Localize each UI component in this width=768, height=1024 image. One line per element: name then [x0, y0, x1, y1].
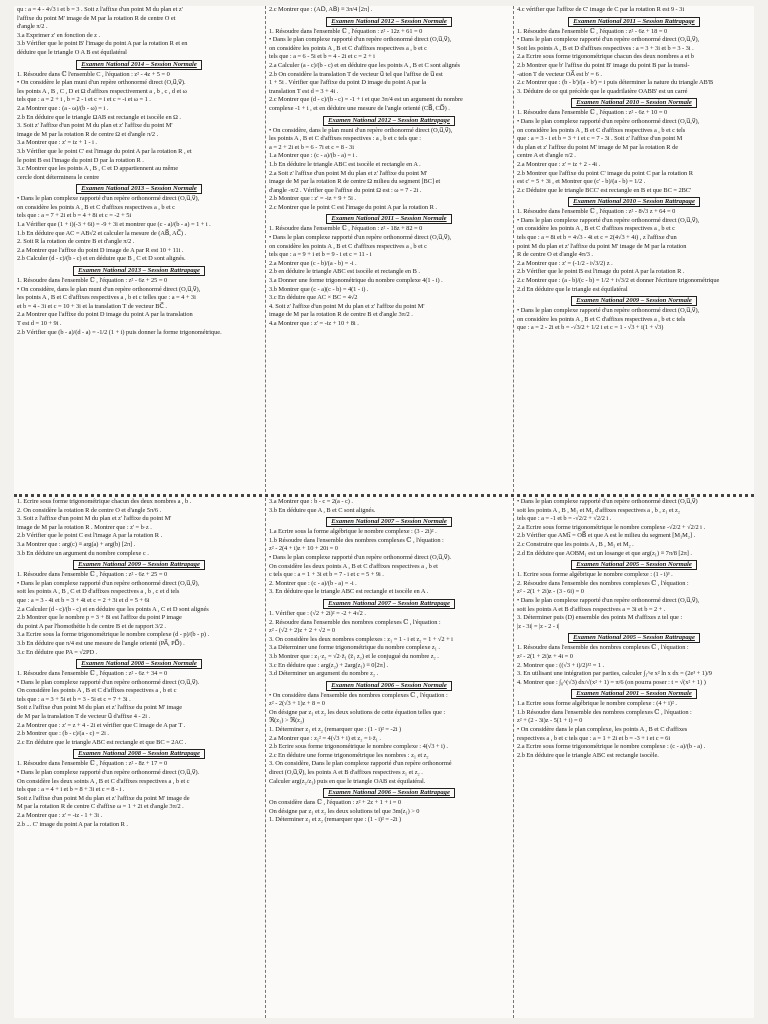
exercise-line: on considère les points A , B et C d'affixes respectives a , b et c tels	[517, 126, 686, 134]
exercise-line: 2.a Montrer que l'affixe du point D image de A par R est 10 + 11i .	[17, 246, 184, 254]
exercise-line: • Dans le plan complexe rapporté d'un repère orthonormé direct (O,u⃗,v⃗),	[517, 596, 700, 604]
section-banner: Examen National 2006 – Session Rattrapage	[323, 788, 455, 798]
exercise-line: z² + (2 - 3i)z - 5(1 + i) = 0	[517, 717, 583, 725]
bottom-column-3	[514, 498, 754, 1018]
exercise-line: 3. On considère les deux nombres complexes : z₁ = 1 - i et z₂ = 1 + √2 + i	[269, 635, 453, 643]
top-panel	[14, 6, 754, 492]
section-banner: Examen National 2005 – Session Normale	[571, 560, 697, 570]
exercise-line: 1. Déterminer z₁ et z₂ (remarquer que : (1 - i)² = -2i )	[269, 726, 402, 734]
exercise-line: 3.b Montrer que (c - a)(c - b) = 4(1 - i) .	[269, 285, 369, 293]
exercise-line: 2. Résoudre dans l'ensemble des nombres complexes ℂ , l'équation :	[517, 579, 689, 587]
exercise-line: on considère les points A , B et C d'affixes respectives a , b et c	[269, 242, 427, 250]
exercise-line: 2.c Montrer que (d - c)/(b - c) = -1 + i et que 3π/4 est un argument du nombre	[269, 96, 463, 104]
exercise-line: 2.b Vérifier que le point B est l'image du point A par la rotation R .	[517, 268, 685, 276]
exercise-line: 3.b Vérifier que le point C' est l'image du point A par la rotation R , et	[17, 147, 192, 155]
exercise-line: M par la rotation R de centre C d'affixe ω = 1 + 2i et d'angle 3π/2 .	[17, 803, 184, 811]
exercise-line: direct (O,u⃗,v⃗), les points A et B d'affixes respectives z₁ et z₂ .	[269, 769, 423, 777]
exercise-line: on considère les points A , B et C d'affixes respectives a , b et c	[517, 225, 675, 233]
exercise-line: soit les points A , B , M₁ et M₂ d'affixes respectives a , b , z₁ et z₂	[517, 506, 680, 514]
exercise-line: image de M par la rotation R . Montrer que : z' = b·z .	[17, 523, 152, 531]
exercise-line: 1. Résoudre dans l'ensemble ℂ , l'équation : z² - 8z + 17 = 0	[17, 760, 168, 768]
exercise-line: 2.b Montrer que : (b - c)/(a - c) = 2i .	[17, 730, 109, 738]
bottom-panel	[14, 498, 754, 1018]
exercise-line: 3. Soit z l'affixe d'un point M du plan et z' l'affixe du point M'	[17, 515, 172, 523]
exercise-line: • Dans le plan complexe rapporté d'un repère orthonormé direct (O,u⃗,v⃗)	[517, 498, 698, 505]
exercise-line: 1.b Résoudre dans l'ensemble des nombres complexes ℂ , l'équation :	[517, 708, 692, 716]
exercise-line: tels que : a = 8i et b = 4√3 - 4i et c = 2(4√3 + 4i) , z l'affixe d'un	[517, 234, 677, 242]
section-banner: Examen National 2009 – Session Normale	[571, 296, 697, 306]
exercise-line: 3.c En déduire que AC × BC = 4√2	[269, 294, 358, 302]
exercise-line: image de M par la rotation R de centre Ω et d'angle π/2 .	[17, 130, 159, 138]
exercise-line: Soit les points A , B et D d'affixes respectives : a = 3 + 3i et b = 3 - 3i .	[517, 44, 694, 52]
exercise-line: 2.a Montrer que : z₁² = 4(√3 + i) et z₂ = i·z̄₁ .	[269, 734, 381, 742]
exercise-line: 1. Résoudre dans l'ensemble ℂ , l'équation : z² - 8√3 z + 64 = 0	[517, 208, 676, 216]
exercise-line: les points A , B et C d'affixes respectives : a , b et c tels que :	[269, 135, 421, 143]
exercise-line: 1.a Montrer que : (c - a)/(b - a) = i .	[269, 152, 358, 160]
exercise-line: tels que : a = 9 + i et b = 9 - i et c = 11 - i	[269, 251, 372, 259]
exercise-line: 3.a Déterminer une forme trigonométrique du nombre complexe z₁ .	[269, 644, 440, 652]
exercise-line: 2.b Montrer que b' l'affixe du point B' image du point B par la transl-	[517, 61, 690, 69]
section-banner: Examen National 2013 – Session Normale	[76, 184, 202, 194]
exercise-line: tels que : a = 3 + 5i et b = 3 - 5i et c = 7 + 3i .	[17, 695, 131, 703]
exercise-line: • On considère le plan muni d'un repère orthonormé direct (O,u⃗,v⃗).	[17, 79, 186, 87]
exercise-line: 2.b Montrer que : z' = -iz + 9 + 5i .	[269, 195, 356, 203]
exercise-line: 2.b Vérifier que AM₁⃗ = OB⃗ et que A est le milieu du segment [M₁M₂] .	[517, 532, 696, 540]
exercise-line: On considère les deux soints A , B et C d'affixes respectives a , b et c	[17, 777, 190, 785]
exercise-line: 1. Résoudre dans ℂ l'ensemble C , l'équation : z² - 4z + 5 = 0	[17, 70, 170, 78]
exercise-line: 2.c En déduire que le triangle ABC est rectangle et que BC = 2AC .	[17, 738, 187, 746]
exercise-line: • Dans le plan complexe rapporté d'un repère orthonormé direct (O,u⃗,v⃗).	[269, 553, 452, 561]
exercise-line: et b = 4 - 3i et c = 10 + 3i et la translation T de vecteur BC⃗ .	[17, 302, 167, 310]
exercise-line: z² - 2(4 + i)z + 10 + 20i = 0	[269, 545, 338, 553]
exercise-line: On désigne par z₁ et z₂ les deux solutions tel que 3m(z₁) > 0	[269, 807, 420, 815]
exercise-line: • On considère dans l'ensemble des nombres complexes ℂ , l'équation :	[269, 691, 448, 699]
exercise-line: 2.b En déduire que le triangle ΩAB est rectangle et isocèle en Ω .	[17, 113, 181, 121]
exercise-line: 2.b Montrer que le nombre p = 3 + 8i est l'affixe du point P image	[17, 614, 182, 622]
exercise-line: 2. Soit R la rotation de centre B et d'angle π/2 .	[17, 238, 135, 246]
exercise-line: 1. Déterminer z₁ et z₂ (remarquer que : (1 - i)² = -2i )	[269, 816, 402, 824]
exercise-line: les points A , B et C d'affixes respectives a , b et c telles que : a = 4 + 3i	[17, 294, 196, 302]
exercise-line: 1. Résoudre dans l'ensemble ℂ , l'équation : z² - 6z + 25 = 0	[17, 277, 168, 285]
exercise-line: de M par la translation T de vecteur u⃗ d'affixe 4 - 2i .	[17, 713, 151, 721]
exercise-line: cercle dont déterminera le centre	[17, 173, 100, 181]
bottom-column-1	[14, 498, 264, 1018]
exercise-line: • Dans le plan complexe rapporté d'un repère orthonormé direct (O,u⃗,v⃗),	[517, 216, 700, 224]
exercise-line: 2.a Montrer que (c - b)/(a - b) = -i .	[269, 259, 357, 267]
exercise-line: • On considère, dans le plan muni d'un repère orthonormé direct (O,u⃗,v⃗),	[17, 285, 201, 293]
exercise-line: 2.c Montrer que : (AD⃗, AB⃗) ≡ 3π/4 [2π] .	[269, 6, 373, 13]
exercise-line: que : a = 3 - 4i et b = 3 + 4i et c = 2 + 3i et d = 5 + 6i	[17, 596, 150, 604]
top-column-3	[514, 6, 754, 492]
exercise-line: centre A et d'angle π/2 .	[517, 152, 576, 160]
exercise-line: c tels que : a = 1 + 3i et b = 7 - i et c = 5 + 9i .	[269, 571, 384, 579]
exercise-line: 2.b Ecrire sous forme trigonométrique le nombre complexe : 4(√3 + i) .	[269, 743, 448, 751]
exercise-line: • Dans le plan complexe rapporté d'un repère orthonormé direct (O,u⃗,v⃗).	[17, 678, 200, 686]
exercise-line: 2.c Montrer que : (b - b')/(a - b') = i puis déterminer la nature du triangle AB'B	[517, 79, 714, 87]
exercise-line: tels que : a = 4 + i et b = 8 + 3i et c = 8 - i .	[17, 786, 125, 794]
exercise-line: 3.c En déduire que PA = √2PD .	[17, 648, 98, 656]
exercise-line: 1.a Ecrire sous la forme algébrique le nombre complexe : (3 - 2i)² .	[269, 528, 437, 536]
exercise-line: 3. En utilisant une intégration par parties, calculer ∫₁^e x² ln x dx = (2e³ + 1)/9	[517, 670, 712, 678]
exercise-line: 3. On considère, Dans le plan complexe rapporté d'un repère orthonormé	[269, 760, 452, 768]
section-banner: Examen National 2006 – Session Normale	[326, 681, 452, 691]
exercise-line: du plan et z' l'affixe du point M' image de M par la rotation R de	[517, 143, 679, 151]
exercise-line: du point A par l'homothétie h de centre B et de rapport 3/2 .	[17, 622, 166, 630]
exercise-line: On considère dans ℂ , l'équation : z² + 2z + 1 + i = 0	[269, 799, 402, 807]
exercise-line: Calculer arg(z₂/z₁) puis en que le triangle OAB est équilatéral.	[269, 777, 426, 785]
exercise-line: tels que : a = 6 - 5i et b = 4 - 2i et c = 2 + i	[269, 53, 375, 61]
exercise-line: 3.b En déduire que A , B et C sont alignés.	[269, 506, 376, 514]
exercise-line: 3.a Montrer que : b - c = 2(a - c) .	[269, 498, 353, 505]
exercise-line: On désigne par z₁ et z₂ les deux solutions de cette équation telles que :	[269, 708, 446, 716]
exercise-line: translation T est d = 3 + 4i .	[269, 87, 339, 95]
exercise-line: 2.a Ecrire sous forme trigonométrique le nombre complexe -√2/2 + √2/2 i .	[517, 523, 705, 531]
exercise-line: Soit z l'affixe d'un point M du plan et z' l'affixe du point M' image de	[17, 794, 190, 802]
exercise-line: 2.a Calculer (a - c)/(b - c) et en déduire que les points A , B et C sont alignés	[269, 61, 460, 69]
exercise-line: 1. Vérifier que : (√2 + 2i)² = -2 + 4√2 .	[269, 609, 366, 617]
exercise-line: on considère les points A , B et C d'affixes respectives a , b et c	[17, 203, 175, 211]
exercise-line: 1.b En déduire que AC = AB√2 et calculer la mesure de (AB⃗, AC⃗) .	[17, 229, 187, 237]
exercise-line: 3.b En déduire que π/4 est une mesure de l'angle orienté (PA⃗, PD⃗) .	[17, 639, 185, 647]
exercise-line: est c' = 5 + 3i , et Montrer que (c' - b)/(a - b) = 1/2 .	[517, 178, 646, 186]
exercise-line: 1.b Résoudre dans l'ensemble des nombres complexes ℂ , l'équation :	[269, 536, 444, 544]
section-banner: Examen National 2011 – Session Rattrapage	[568, 17, 699, 27]
exam-sheet	[14, 6, 754, 1018]
exercise-line: image de M par la rotation R de centre Ω milieu du segment [BC] et	[269, 178, 441, 186]
exercise-line: 2.a Soit z' l'affixe d'un point M du plan et z' l'affixe du point M'	[269, 169, 428, 177]
exercise-line: les points A , B , C , D et Ω d'affixes respectivement a , b , c , d et ω	[17, 87, 187, 95]
exercise-line: • Dans le plan complexe rapporté d'un repère orthonormé direct (O,u⃗,v⃗),	[517, 117, 700, 125]
exercise-line: 2.b Montrer que l'affixe du point C' image du point C par la rotation R	[517, 169, 693, 177]
section-banner: Examen National 2005 – Session Rattrapage	[568, 633, 700, 643]
exercise-line: • Dans le plan complexe rapporté d'un repère orthonormé direct (O,u⃗,v⃗).	[17, 769, 200, 777]
exercise-line: • Dans le plan complexe rapporté d'un repère orthonormé direct (O,u⃗,v⃗),	[517, 307, 700, 315]
exercise-line: 3. Soit z' l'affixe d'un point M du plan et z' l'affixe du point M'	[17, 122, 173, 130]
exercise-line: z² - (√2 + 2)z + 2 + √2 = 0	[269, 627, 336, 635]
exercise-line: 2.c En déduire une forme trigonométrique les nombres : z₁ et z₂	[269, 751, 429, 759]
exercise-line: tels que : a = 2 + i , b = 2 - i et c = i et c = -i et ω = 1 .	[17, 96, 151, 104]
section-banner: Examen National 2012 – Session Rattrapage	[323, 116, 455, 126]
exercise-line: 3.a Donner une forme trigonométrique du nombre complexe 4(1 - i) .	[269, 277, 443, 285]
section-banner: Examen National 2010 – Session Rattrapage	[568, 197, 700, 207]
exercise-line: déduire que le triangle O A B est équilatéral	[17, 48, 127, 56]
top-column-1	[14, 6, 264, 492]
exercise-line: 2.c Montrer que le point C est l'image du point A par la rotation R .	[269, 203, 437, 211]
exercise-line: 1. Résoudre dans l'ensemble ℂ , l'équation : z² - 6z + 10 = 0	[517, 109, 668, 117]
exercise-line: • Dans le plan complexe rapporté d'un repère orthonormé direct (O,u⃗,v⃗),	[17, 579, 200, 587]
exercise-line: • Dans le plan complexe rapporté d'un repère orthonormé direct (O,u⃗,v⃗),	[17, 195, 200, 203]
exercise-line: 4.c vérifier que l'affixe de C' image de C par la rotation R est 9 - 3i	[517, 6, 685, 13]
exercise-line: R de centre O et d'angle 4π/3 .	[517, 251, 593, 259]
exercise-line: 2.b Calculer (d - c)/(b - c) et en déduire que B , C et D sont alignés.	[17, 255, 186, 263]
exercise-line: On considère les points A , B et C d'affixes respectives a , b et c	[17, 687, 177, 695]
exercise-line: soit les points A et B d'affixes respectives a = 3i et b = 2 + .	[517, 605, 666, 613]
exercise-line: 3.c En déduire que : arg(z₂) + 2arg(z₁) ≡ 0[2π] .	[269, 661, 389, 669]
section-banner: Examen National 2014 – Session Normale	[76, 60, 202, 70]
exercise-line: a = 2 + 2i et b = 6 - 7i et c = 8 - 3i	[269, 143, 354, 151]
top-column-2	[266, 6, 512, 492]
exercise-line: d'angle π/2 .	[17, 23, 48, 31]
exercise-line: 3.a Montrer que : arg(c) ≡ arg(a) + arg(b) [2π] .	[17, 540, 136, 548]
exercise-line: 1.a Ecrire sous forme algébrique le nombre complexe : (4 + i)² .	[517, 700, 677, 708]
exercise-line: que : a = 3 - i et b = 3 + i et c = 7 - 3i . Soit z' l'affixe d'un point M	[517, 135, 683, 143]
section-banner: Examen National 2010 – Session Normale	[571, 98, 697, 108]
exercise-line: 2.d En déduire que le triangle est équilatéral	[517, 285, 628, 293]
exercise-line: 1. Résoudre dans l'ensemble ℂ , l'équation : z² - 6z + 25 = 0	[17, 571, 168, 579]
exercise-line: 2.c Déduire que le triangle BCC' est rectangle en B et que BC = 2BC'	[517, 186, 692, 194]
exercise-line: • Dans le plan complexe rapporté d'un repère orthonormé direct (O,u⃗,v⃗),	[517, 36, 700, 44]
exercise-line: 4. Montrer que : ∫₀^(√3) dx/√(x² + 1) = π/6 (on pourra poser : t = √(x² + 1) )	[517, 678, 706, 686]
section-banner: Examen National 2009 – Session Rattrapage	[73, 560, 205, 570]
exercise-line: qu : a = 4 - 4√3 i et b = 3 . Soit z l'affixe d'un point M du plan et z'	[17, 6, 183, 13]
section-banner: Examen National 2008 – Session Normale	[76, 659, 202, 669]
exercise-line: z² - 2(1 + 2i)z - (3 - 6i) = 0	[517, 588, 584, 596]
exercise-line: image de M par la rotation R de centre B et d'angle 3π/2 .	[269, 311, 413, 319]
exercise-line: 2.c Montrer que : (a - b)/(c - b) = 1/2 + i√3/2 et donner l'écriture trigonométrique	[517, 277, 720, 285]
section-banner: Examen National 2007 – Session Normale	[326, 517, 452, 527]
exercise-line: 2.a Montrer que : z' = iz + 2 - 4i .	[517, 160, 601, 168]
exercise-line: complexe -1 + i , et en déduire une mesure de l'angle orienté (CB⃗, CD⃗) .	[269, 104, 450, 112]
section-banner: Examen National 2001 – Session Normale	[571, 689, 697, 699]
exercise-line: • Dans le plan complexe rapporté d'un repère orthonormé direct (O,u⃗,v⃗),	[269, 36, 452, 44]
exercise-line: |z - 3i| = |z - 2 - i|	[517, 622, 560, 630]
exercise-line: 2.a Calculer (d - c)/(b - c) et en déduire que les points A , C et D sont alignés	[17, 605, 209, 613]
exercise-line: 3. En déduire que le triangle ABC est rectangle et isocèle en A .	[269, 588, 429, 596]
exercise-line: d'angle -π/2 . Vérifier que l'affixe du point Ω est : ω = 7 - 2i .	[269, 186, 422, 194]
exercise-line: On considère les deux points A , B et C d'affixes respectives a , b et	[269, 562, 438, 570]
exercise-line: 1. Résoudre dans l'ensemble ℂ , l'équation : z² - 6z + 34 = 0	[17, 670, 168, 678]
exercise-line: ℜ(z₁) > ℜ(z₂)	[269, 717, 305, 725]
exercise-line: 3.b En déduire un argument du nombre complexe c .	[17, 549, 149, 557]
exercise-line: on considère les points A , B et C d'affixes respectives a , b et c	[269, 44, 427, 52]
exercise-line: 4. Soit z' l'affixe d'un point M du plan et z' l'affixe du point M'	[269, 302, 425, 310]
exercise-line: 3.c Montrer que les points A , B , C et D appartiennent au même	[17, 165, 179, 173]
exercise-line: soit les points A , B , C et D d'affixes respectives a , b , c et d tels	[17, 588, 180, 596]
exercise-line: -ation T de vecteur OA⃗ est b' = 6 .	[517, 70, 602, 78]
exercise-line: 2. On considère la rotation R de centre O et d'angle 5π/6 .	[17, 506, 162, 514]
exercise-line: 3. Déduire de ce qui précède que le quadrilatère OABB' est un carré	[517, 87, 688, 95]
exercise-line: que : a = 2 - 2i et b = -√3/2 + 1/2 i et c = 1 - √3 + i(1 + √3)	[517, 324, 664, 332]
exercise-line: l'affixe du point M' image de M par la rotation R de centre O et	[17, 14, 176, 22]
exercise-line: 2.b ... C' image du point A par la rotation R .	[17, 820, 128, 828]
exercise-line: • On considère dans le plan complexe, les points A , B et C d'affixes	[517, 726, 688, 734]
exercise-line: on considère les points A , B et C d'affixes respectives a , b et c tels	[517, 315, 686, 323]
exercise-line: 2. Montrer que : ((√3 + i)/2)¹² = 1 .	[517, 661, 605, 669]
exercise-line: 3.d Déterminer un argument du nombre z₂ .	[269, 670, 379, 678]
exercise-line: 2.a Montrer que : z' = (-1/2 - i√3/2) z .	[517, 259, 613, 267]
exercise-line: 1.b En déduire le triangle ABC est isocèle et rectangle en A .	[269, 160, 421, 168]
exercise-line: 1.a Vérifier que (1 + i)(-3 + 6i) = -9 + 3i et montrer que (c - a)/(b - a) = 1 + i .	[17, 221, 211, 229]
exercise-line: 3. Déterminer puis (D) ensemble des points M d'affixes z tel que :	[517, 614, 683, 622]
exercise-line: 3.b Vérifier que le point B' l'image du point A par la rotation R et en	[17, 40, 188, 48]
exercise-line: 3.a Ecrire sous la forme trigonométrique le nombre complexe (d - p)/(b - p) .	[17, 631, 210, 639]
section-banner: Examen National 2007 – Session Rattrapage	[323, 599, 455, 609]
exercise-line: 1 + 5i . Vérifier que l'affixe du point D image du point A par la	[269, 79, 427, 87]
exercise-line: 1. Résoudre dans l'ensemble ℂ , l'équation : z² - 12z + 61 = 0	[269, 27, 423, 35]
section-banner: Examen National 2012 – Session Normale	[326, 17, 452, 27]
exercise-line: 2.b Vérifier que (b - a)/(d - a) = -1/2 (1 + i) puis donner la forme trigonométrique.	[17, 328, 222, 336]
exercise-line: 1. Résoudre dans l'ensemble ℂ , l'équation : z² - 18z + 82 = 0	[269, 225, 423, 233]
exercise-line: tels que : a = -1 et b = -√2/2 + √2/2 i .	[517, 515, 612, 523]
exercise-line: tels que : a = 7 + 2i et b = 4 + 8i et c = -2 + 5i	[17, 212, 132, 220]
exercise-line: 2.b Vérifier que le point C est l'image A par la rotation R .	[17, 532, 163, 540]
exercise-line: 2.a Ecrire sous forme trigonométrique chacun des deux nombres a et b	[517, 53, 694, 61]
exercise-line: le point B est l'image du point D par la rotation R .	[17, 156, 144, 164]
exercise-line: 2.a Montrer que l'affixe du point D image du point A par la translation	[17, 311, 193, 319]
exercise-line: 2.b En déduire que le triangle ABC est rectangle isocèle.	[517, 751, 659, 759]
exercise-line: 3.a Exprimer z' en fonction de z .	[17, 31, 101, 39]
exercise-line: 1. Résoudre dans l'ensemble ℂ , l'équation : z² - 6z + 18 = 0	[517, 27, 668, 35]
exercise-line: respectives a , b et c tels que : a = 1 + 2i et b = -3 + i et c = 6i	[517, 734, 671, 742]
exercise-line: 2. Montrer que : (c - a)/(b - a) = -i .	[269, 579, 357, 587]
exercise-line: 2.a Montrer que : (a - ω)/(b - ω) = i .	[17, 104, 109, 112]
exercise-line: 1. Ecrire sous forme algébrique le nombre complexe : (1 - i)³ .	[517, 571, 673, 579]
exercise-line: 2.c Construire que les points A , B , M₁ et M₂ .	[517, 540, 634, 548]
exercise-line: Soit z l'affixe d'un point M du plan et z' l'affixe du point M' image	[17, 704, 183, 712]
exercise-line: 2.a Montrer que : z' = -iz - 1 + 3i .	[17, 812, 103, 819]
section-banner: Examen National 2008 – Session Rattrapage	[73, 749, 205, 759]
exercise-line: • On considère, dans le plan muni d'un repère orthonormé direct (O,u⃗,v⃗),	[269, 126, 453, 134]
page-divider	[14, 494, 754, 497]
exercise-line: 2.a Ecrire sous forme trigonométrique le nombre complexe : (c - a)/(b - a) .	[517, 743, 706, 751]
exercise-line: 2.b en déduire le triangle ABC est isocèle et rectangle en B .	[269, 268, 420, 276]
exercise-line: 2.b On considère la translation T de vecteur u⃗ tel que l'affixe de u⃗ est	[269, 70, 443, 78]
exercise-line: z² - 2(1 + 2i)z + 4i = 0	[517, 652, 573, 660]
exercise-line: 4.a Montrer que : z' = -iz + 10 + 8i .	[269, 320, 359, 327]
exercise-line: 2.a Montrer que : z' = z + 4 - 2i et vérifier que C image de A par T .	[17, 721, 186, 729]
section-banner: Examen National 2013 – Session Rattrapage	[73, 266, 205, 276]
exercise-line: 3.b Montrer que : z₁·z₂ = √2·z̄₁ (z̄₁ z₂) et le conjugué du nombre z₂ .	[269, 652, 439, 660]
exercise-line: z² - 2(√3 + 1)z + 8 = 0	[269, 700, 325, 708]
exercise-line: 3.a Montrer que : z' = iz + 1 - i .	[17, 139, 97, 147]
exercise-line: 1. Résoudre dans l'ensemble des nombres complexes ℂ , l'équation :	[517, 644, 689, 652]
exercise-line: point M du plan et z' l'affixe du point M' image de M par la rotation	[517, 242, 687, 250]
exercise-line: 1. Ecrire sous forme trigonométrique chacun des deux nombres a , b .	[17, 498, 192, 505]
exercise-line: T est d = 10 + 9i .	[17, 320, 62, 327]
exercise-line: 2.d En déduire que AOBM₁ est un losange et que arg(z₁) ≡ 7π/8 [2π] .	[517, 549, 692, 557]
section-banner: Examen National 2011 – Session Normale	[326, 214, 451, 224]
exercise-line: • Dans le plan complexe rapporté d'un repère orthonormé direct (O,u⃗,v⃗),	[269, 234, 452, 242]
exercise-line: 2. Résoudre dans l'ensemble des nombres complexes ℂ , l'équation :	[269, 618, 441, 626]
bottom-column-2	[266, 498, 512, 1018]
